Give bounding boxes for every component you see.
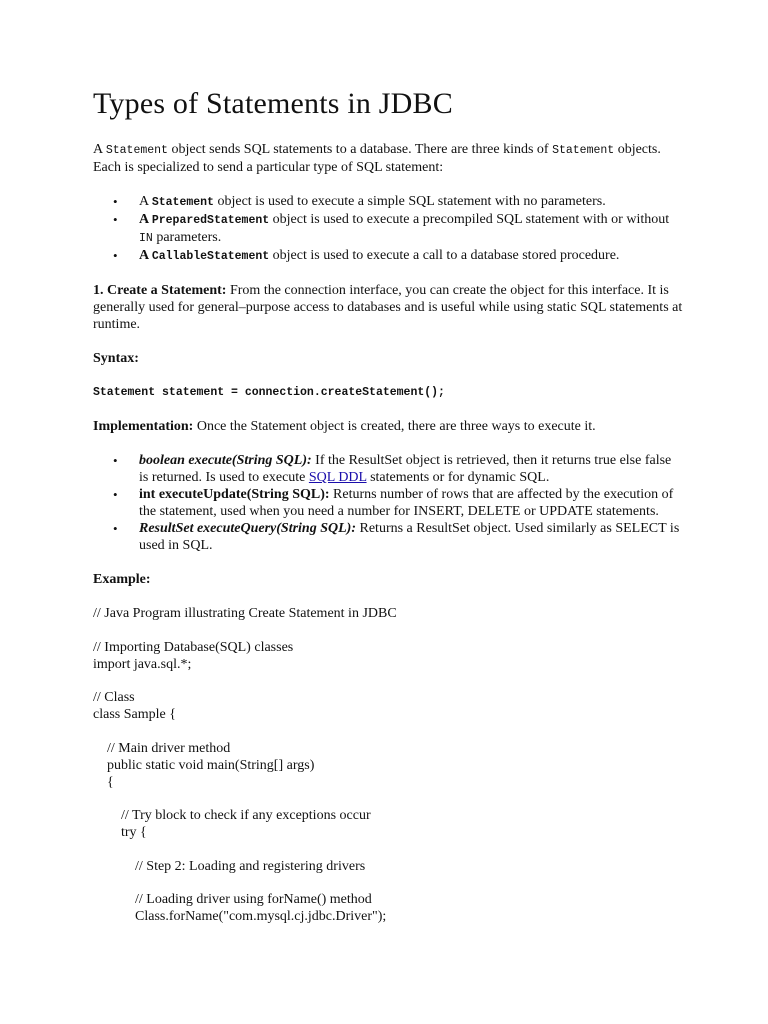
code-line: // Importing Database(SQL) classes bbox=[93, 639, 294, 655]
item-prefix: A bbox=[139, 212, 152, 227]
code-line: public static void main(String[] args) bbox=[93, 757, 315, 773]
item-text: object is used to execute a precompiled SQL statement with or without bbox=[269, 212, 670, 227]
method-name: ResultSet executeQuery(String SQL): bbox=[139, 521, 356, 536]
code-line: // Main driver method bbox=[93, 740, 231, 756]
code-line bbox=[93, 791, 683, 808]
code-line: try { bbox=[93, 825, 147, 840]
page-title: Types of Statements in JDBC bbox=[93, 87, 453, 120]
code-line bbox=[93, 622, 683, 639]
statement-kinds-list bbox=[93, 193, 683, 265]
code-line: import java.sql.*; bbox=[93, 656, 192, 672]
section-1-heading: 1. Create a Statement: bbox=[93, 283, 227, 298]
section-1-text: From the connection interface, you can create the object for this interface. It is generally used for general–purpose access to databases and is useful while using static SQL statements at runtime. bbox=[93, 283, 683, 332]
document-page bbox=[93, 86, 683, 925]
item-text-2: parameters. bbox=[152, 230, 222, 245]
item-text: object is used to execute a simple SQL statement with no parameters. bbox=[213, 194, 606, 209]
implementation-text: Once the Statement object is created, there are three ways to execute it. bbox=[193, 419, 596, 434]
intro-text-1: A bbox=[93, 142, 106, 157]
code-line bbox=[93, 875, 683, 892]
example-label-text: Example: bbox=[93, 572, 151, 587]
item-code: PreparedStatement bbox=[151, 214, 270, 227]
implementation-label: Implementation: bbox=[93, 419, 194, 434]
item-prefix: A bbox=[139, 194, 152, 209]
section-1-paragraph bbox=[93, 282, 683, 333]
code-line: // Loading driver using forName() method bbox=[93, 892, 372, 907]
intro-code-1: Statement bbox=[105, 144, 168, 157]
list-item bbox=[93, 247, 683, 265]
method-desc: Returns number of rows that are affected by the execution of the statement, used when you need a number for INSERT, DELETE or UPDATE statements. bbox=[139, 487, 674, 519]
list-item bbox=[93, 520, 683, 554]
syntax-code: Statement statement = connection.createStatement(); bbox=[93, 386, 445, 399]
list-item bbox=[93, 193, 683, 211]
intro-paragraph bbox=[93, 141, 683, 176]
intro-text-2: object sends SQL statements to a database. There are three kinds of bbox=[167, 142, 553, 157]
code-line bbox=[93, 723, 683, 740]
code-line: Class.forName("com.mysql.cj.jdbc.Driver"); bbox=[93, 909, 387, 924]
code-line: { bbox=[93, 774, 114, 790]
list-item bbox=[93, 452, 683, 486]
syntax-label-text: Syntax: bbox=[93, 351, 139, 366]
intro-code-2: Statement bbox=[552, 144, 615, 157]
code-line bbox=[93, 673, 683, 690]
item-text: object is used to execute a call to a database stored procedure. bbox=[269, 248, 620, 263]
method-name: int executeUpdate(String SQL): bbox=[139, 487, 330, 502]
item-code-2: IN bbox=[139, 232, 153, 245]
code-line: // Java Program illustrating Create Statement in JDBC bbox=[93, 606, 397, 621]
sql-ddl-link[interactable]: SQL DDL bbox=[308, 470, 367, 485]
code-line: // Class bbox=[93, 690, 135, 705]
method-name: boolean execute(String SQL): bbox=[139, 453, 312, 468]
list-item bbox=[93, 211, 683, 247]
example-code-block bbox=[93, 605, 683, 925]
method-desc: If the ResultSet object is retrieved, then it returns true else false is returned. Is used to execute bbox=[139, 453, 672, 485]
example-label bbox=[93, 571, 683, 588]
syntax-label bbox=[93, 350, 683, 367]
item-code: CallableStatement bbox=[151, 250, 270, 263]
list-item bbox=[93, 486, 683, 520]
code-line: // Step 2: Loading and registering drivers bbox=[93, 858, 366, 874]
implementation-paragraph bbox=[93, 418, 683, 435]
execute-methods-list bbox=[93, 452, 683, 554]
code-line: class Sample { bbox=[93, 707, 176, 722]
method-desc-2: statements or for dynamic SQL. bbox=[366, 470, 550, 485]
method-desc: Returns a ResultSet object. Used similarly as SELECT is used in SQL. bbox=[139, 521, 680, 553]
item-code: Statement bbox=[151, 196, 214, 209]
intro-text-3: objects. Each is specialized to send a particular type of SQL statement: bbox=[93, 142, 661, 175]
code-line bbox=[93, 841, 683, 858]
code-line: // Try block to check if any exceptions occur bbox=[93, 808, 371, 823]
item-prefix: A bbox=[139, 248, 152, 263]
